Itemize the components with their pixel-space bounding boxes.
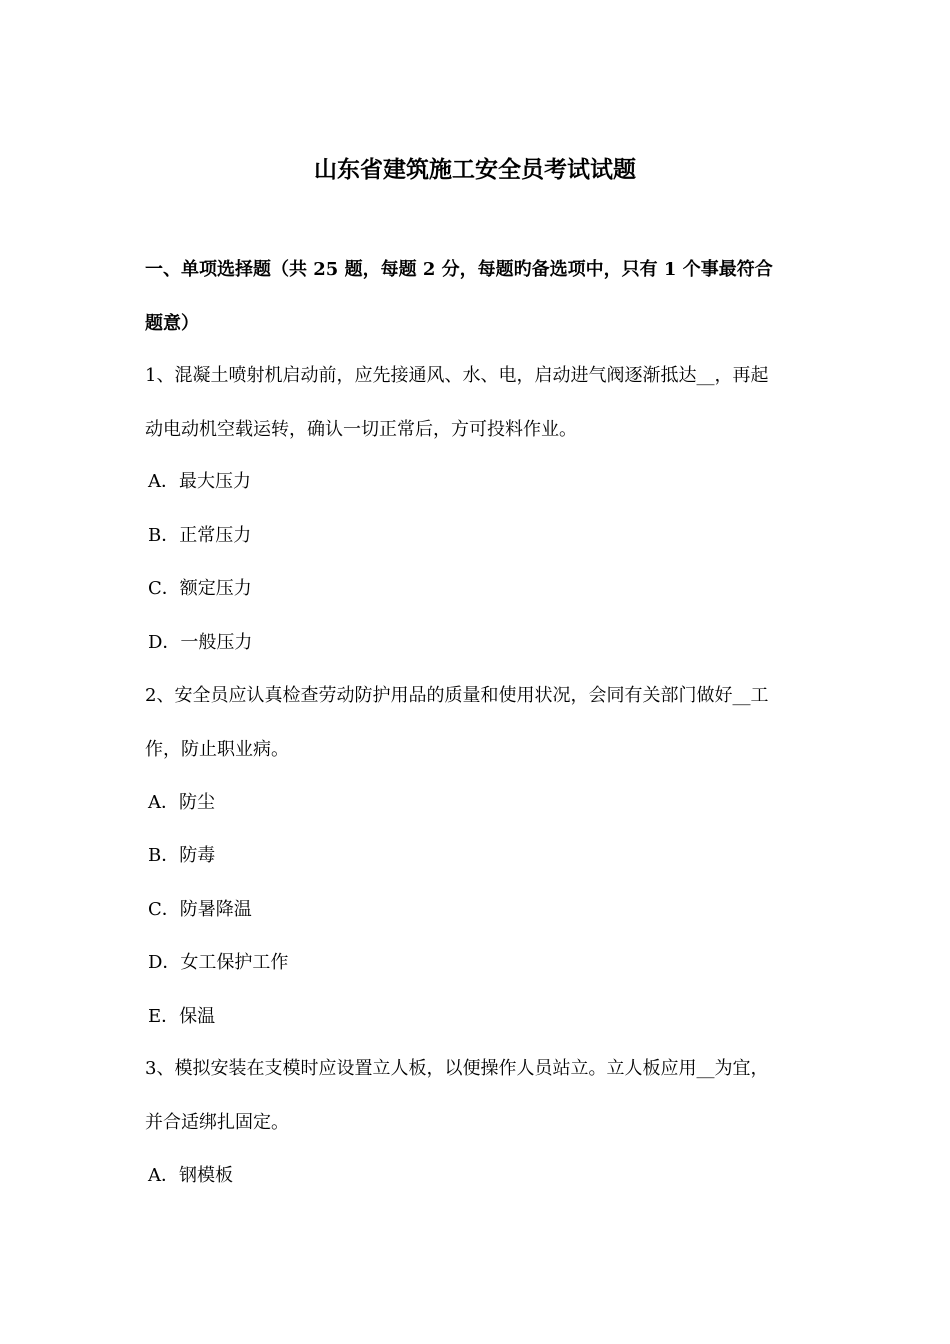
question-1-option-a: A．最大压力 (148, 471, 251, 492)
question-2-option-b: B．防毒 (148, 845, 216, 866)
section-heading-line-1: 一、单项选择题（共 25 题，每题 2 分，每题旳备选项中，只有 1 个事最符合 (145, 259, 773, 280)
question-1-option-d: D．一般压力 (148, 632, 253, 653)
question-1-text-line-2: 动电动机空载运转，确认一切正常后，方可投料作业。 (145, 419, 577, 440)
question-2-text-line-2: 作，防止职业病。 (145, 739, 289, 760)
question-2-option-e: E．保温 (148, 1006, 216, 1027)
question-1-option-b: B．正常压力 (148, 525, 252, 546)
question-1-option-c: C．额定压力 (148, 578, 252, 599)
question-3-text-line-1: 3、模拟安装在支模时应设置立人板，以便操作人员站立。立人板应用__为宜， (145, 1058, 769, 1079)
question-3-text-line-2: 并合适绑扎固定。 (145, 1112, 289, 1133)
question-2-option-a: A．防尘 (148, 792, 215, 813)
question-2-option-d: D．女工保护工作 (148, 952, 289, 973)
document-title: 山东省建筑施工安全员考试试题 (314, 156, 636, 183)
section-heading-line-2: 题意） (145, 313, 199, 334)
question-2-text-line-1: 2、安全员应认真检查劳动防护用品的质量和使用状况，会同有关部门做好__工 (145, 685, 769, 706)
question-1-text-line-1: 1、混凝土喷射机启动前，应先接通风、水、电，启动进气阀逐渐抵达__，再起 (145, 365, 769, 386)
question-2-option-c: C．防暑降温 (148, 899, 252, 920)
question-3-option-a: A．钢模板 (148, 1165, 233, 1186)
